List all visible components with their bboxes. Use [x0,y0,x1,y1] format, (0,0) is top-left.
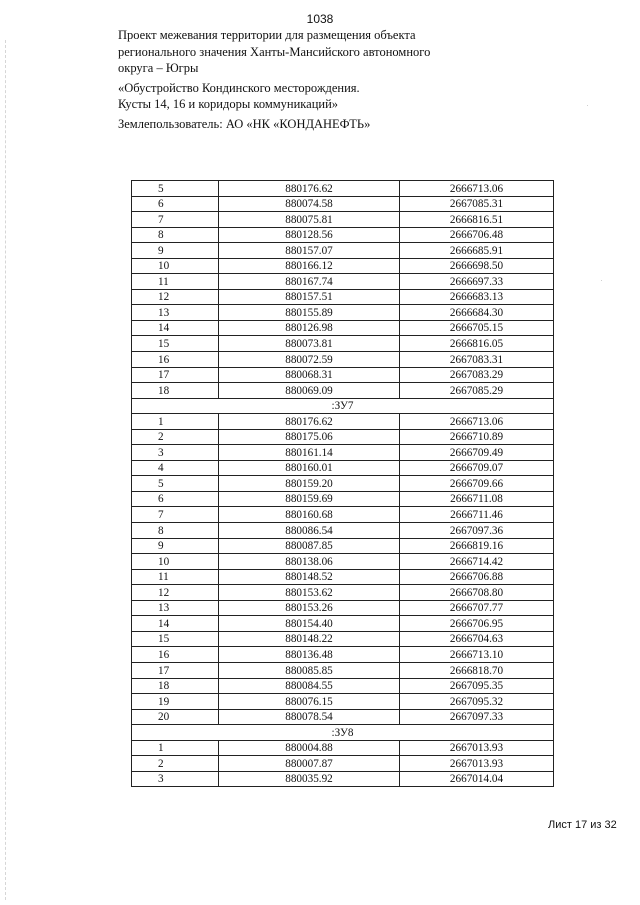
scan-margin-line [5,40,6,900]
y-coordinate-cell: 2666709.07 [400,460,554,476]
y-coordinate-cell: 2666704.63 [400,631,554,647]
table-row [132,523,554,539]
table-row [132,554,554,570]
y-coordinate-cell: 2666816.51 [400,212,554,228]
point-number-cell: 6 [132,491,219,507]
section-row-zu7 [132,398,554,414]
table-row [132,243,554,259]
table-row [132,756,554,772]
table-row [132,538,554,554]
table-row [132,491,554,507]
table-row [132,585,554,601]
point-number-cell: 16 [132,647,219,663]
header-line: Проект межевания территории для размещения объекта [118,28,416,42]
table-row [132,352,554,368]
table-row [132,678,554,694]
point-number-cell: 12 [132,585,219,601]
table-row [132,476,554,492]
x-coordinate-cell: 880073.81 [219,336,400,352]
x-coordinate-cell: 880161.14 [219,445,400,461]
y-coordinate-cell: 2666816.05 [400,336,554,352]
y-coordinate-cell: 2666714.42 [400,554,554,570]
y-coordinate-cell: 2666818.70 [400,662,554,678]
x-coordinate-cell: 880159.69 [219,491,400,507]
section-row-zu8 [132,725,554,741]
y-coordinate-cell: 2667095.35 [400,678,554,694]
x-coordinate-cell: 880074.58 [219,196,400,212]
x-coordinate-cell: 880138.06 [219,554,400,570]
point-number-cell: 5 [132,181,219,197]
y-coordinate-cell: 2667013.93 [400,756,554,772]
point-number-cell: 15 [132,631,219,647]
point-number-cell: 1 [132,414,219,430]
table-row [132,367,554,383]
point-number-cell: 10 [132,258,219,274]
table-row [132,320,554,336]
y-coordinate-cell: 2666711.46 [400,507,554,523]
table-row [132,709,554,725]
y-coordinate-cell: 2667083.29 [400,367,554,383]
point-number-cell: 19 [132,694,219,710]
point-number-cell: 10 [132,554,219,570]
y-coordinate-cell: 2667085.29 [400,383,554,399]
table-row [132,258,554,274]
point-number-cell: 3 [132,445,219,461]
table-row [132,694,554,710]
x-coordinate-cell: 880136.48 [219,647,400,663]
y-coordinate-cell: 2666709.49 [400,445,554,461]
x-coordinate-cell: 880154.40 [219,616,400,632]
y-coordinate-cell: 2666706.88 [400,569,554,585]
table-row [132,227,554,243]
x-coordinate-cell: 880126.98 [219,320,400,336]
x-coordinate-cell: 880148.22 [219,631,400,647]
y-coordinate-cell: 2667014.04 [400,771,554,787]
point-number-cell: 2 [132,429,219,445]
x-coordinate-cell: 880159.20 [219,476,400,492]
y-coordinate-cell: 2667097.33 [400,709,554,725]
point-number-cell: 14 [132,320,219,336]
table-row [132,196,554,212]
table-row [132,445,554,461]
coordinates-table [131,180,554,787]
x-coordinate-cell: 880157.51 [219,289,400,305]
point-number-cell: 8 [132,523,219,539]
point-number-cell: 2 [132,756,219,772]
x-coordinate-cell: 880155.89 [219,305,400,321]
y-coordinate-cell: 2666706.48 [400,227,554,243]
x-coordinate-cell: 880157.07 [219,243,400,259]
page-number: 1038 [306,12,334,26]
sheet-label: Лист 17 из 32 [548,819,617,831]
x-coordinate-cell: 880075.81 [219,212,400,228]
table-row [132,305,554,321]
x-coordinate-cell: 880160.01 [219,460,400,476]
table-row [132,507,554,523]
point-number-cell: 13 [132,600,219,616]
point-number-cell: 13 [132,305,219,321]
point-number-cell: 8 [132,227,219,243]
point-number-cell: 20 [132,709,219,725]
y-coordinate-cell: 2666685.91 [400,243,554,259]
y-coordinate-cell: 2666706.95 [400,616,554,632]
y-coordinate-cell: 2666713.10 [400,647,554,663]
table-row [132,616,554,632]
faint-mark: · [586,100,589,110]
point-number-cell: 1 [132,740,219,756]
x-coordinate-cell: 880160.68 [219,507,400,523]
y-coordinate-cell: 2666713.06 [400,414,554,430]
table-row [132,460,554,476]
y-coordinate-cell: 2666705.15 [400,320,554,336]
coordinates-table-body [132,181,554,787]
y-coordinate-cell: 2666713.06 [400,181,554,197]
document-header [118,27,448,133]
point-number-cell: 18 [132,383,219,399]
table-row [132,740,554,756]
point-number-cell: 17 [132,367,219,383]
x-coordinate-cell: 880035.92 [219,771,400,787]
header-line: Землепользователь: АО «НК «КОНДАНЕФТЬ» [118,116,371,131]
point-number-cell: 4 [132,460,219,476]
y-coordinate-cell: 2666710.89 [400,429,554,445]
y-coordinate-cell: 2667013.93 [400,740,554,756]
x-coordinate-cell: 880072.59 [219,352,400,368]
x-coordinate-cell: 880078.54 [219,709,400,725]
x-coordinate-cell: 880153.26 [219,600,400,616]
x-coordinate-cell: 880167.74 [219,274,400,290]
x-coordinate-cell: 880086.54 [219,523,400,539]
table-row [132,289,554,305]
y-coordinate-cell: 2666707.77 [400,600,554,616]
point-number-cell: 15 [132,336,219,352]
point-number-cell: 14 [132,616,219,632]
x-coordinate-cell: 880175.06 [219,429,400,445]
x-coordinate-cell: 880166.12 [219,258,400,274]
table-row [132,274,554,290]
point-number-cell: 12 [132,289,219,305]
header-line: «Обустройство Кондинского месторождения. [118,80,360,95]
point-number-cell: 3 [132,771,219,787]
point-number-cell: 18 [132,678,219,694]
point-number-cell: 9 [132,538,219,554]
y-coordinate-cell: 2666709.66 [400,476,554,492]
point-number-cell: 17 [132,662,219,678]
point-number-cell: 7 [132,212,219,228]
table-row [132,600,554,616]
table-row [132,662,554,678]
table-row [132,631,554,647]
x-coordinate-cell: 880176.62 [219,414,400,430]
x-coordinate-cell: 880076.15 [219,694,400,710]
y-coordinate-cell: 2666697.33 [400,274,554,290]
header-line: Кусты 14, 16 и коридоры коммуникаций» [118,97,339,112]
header-line: регионального значения Ханты-Мансийского автономного [118,44,431,59]
y-coordinate-cell: 2667083.31 [400,352,554,368]
table-row [132,414,554,430]
point-number-cell: 11 [132,569,219,585]
table-row [132,429,554,445]
y-coordinate-cell: 2667097.36 [400,523,554,539]
y-coordinate-cell: 2666683.13 [400,289,554,305]
y-coordinate-cell: 2666708.80 [400,585,554,601]
x-coordinate-cell: 880153.62 [219,585,400,601]
table-row [132,771,554,787]
y-coordinate-cell: 2666711.08 [400,491,554,507]
table-row [132,212,554,228]
section-label: :ЗУ7 [132,398,554,414]
point-number-cell: 7 [132,507,219,523]
y-coordinate-cell: 2667095.32 [400,694,554,710]
header-line: округа – Югры [118,61,199,76]
point-number-cell: 16 [132,352,219,368]
table-row [132,181,554,197]
y-coordinate-cell: 2666819.16 [400,538,554,554]
point-number-cell: 6 [132,196,219,212]
y-coordinate-cell: 2666684.30 [400,305,554,321]
x-coordinate-cell: 880148.52 [219,569,400,585]
x-coordinate-cell: 880085.85 [219,662,400,678]
x-coordinate-cell: 880087.85 [219,538,400,554]
x-coordinate-cell: 880128.56 [219,227,400,243]
point-number-cell: 5 [132,476,219,492]
table-row [132,336,554,352]
point-number-cell: 11 [132,274,219,290]
x-coordinate-cell: 880007.87 [219,756,400,772]
x-coordinate-cell: 880004.88 [219,740,400,756]
section-label: :ЗУ8 [132,725,554,741]
y-coordinate-cell: 2666698.50 [400,258,554,274]
x-coordinate-cell: 880069.09 [219,383,400,399]
table-row [132,647,554,663]
x-coordinate-cell: 880084.55 [219,678,400,694]
table-row [132,569,554,585]
x-coordinate-cell: 880176.62 [219,181,400,197]
x-coordinate-cell: 880068.31 [219,367,400,383]
y-coordinate-cell: 2667085.31 [400,196,554,212]
faint-mark: · [600,275,603,285]
table-row [132,383,554,399]
point-number-cell: 9 [132,243,219,259]
